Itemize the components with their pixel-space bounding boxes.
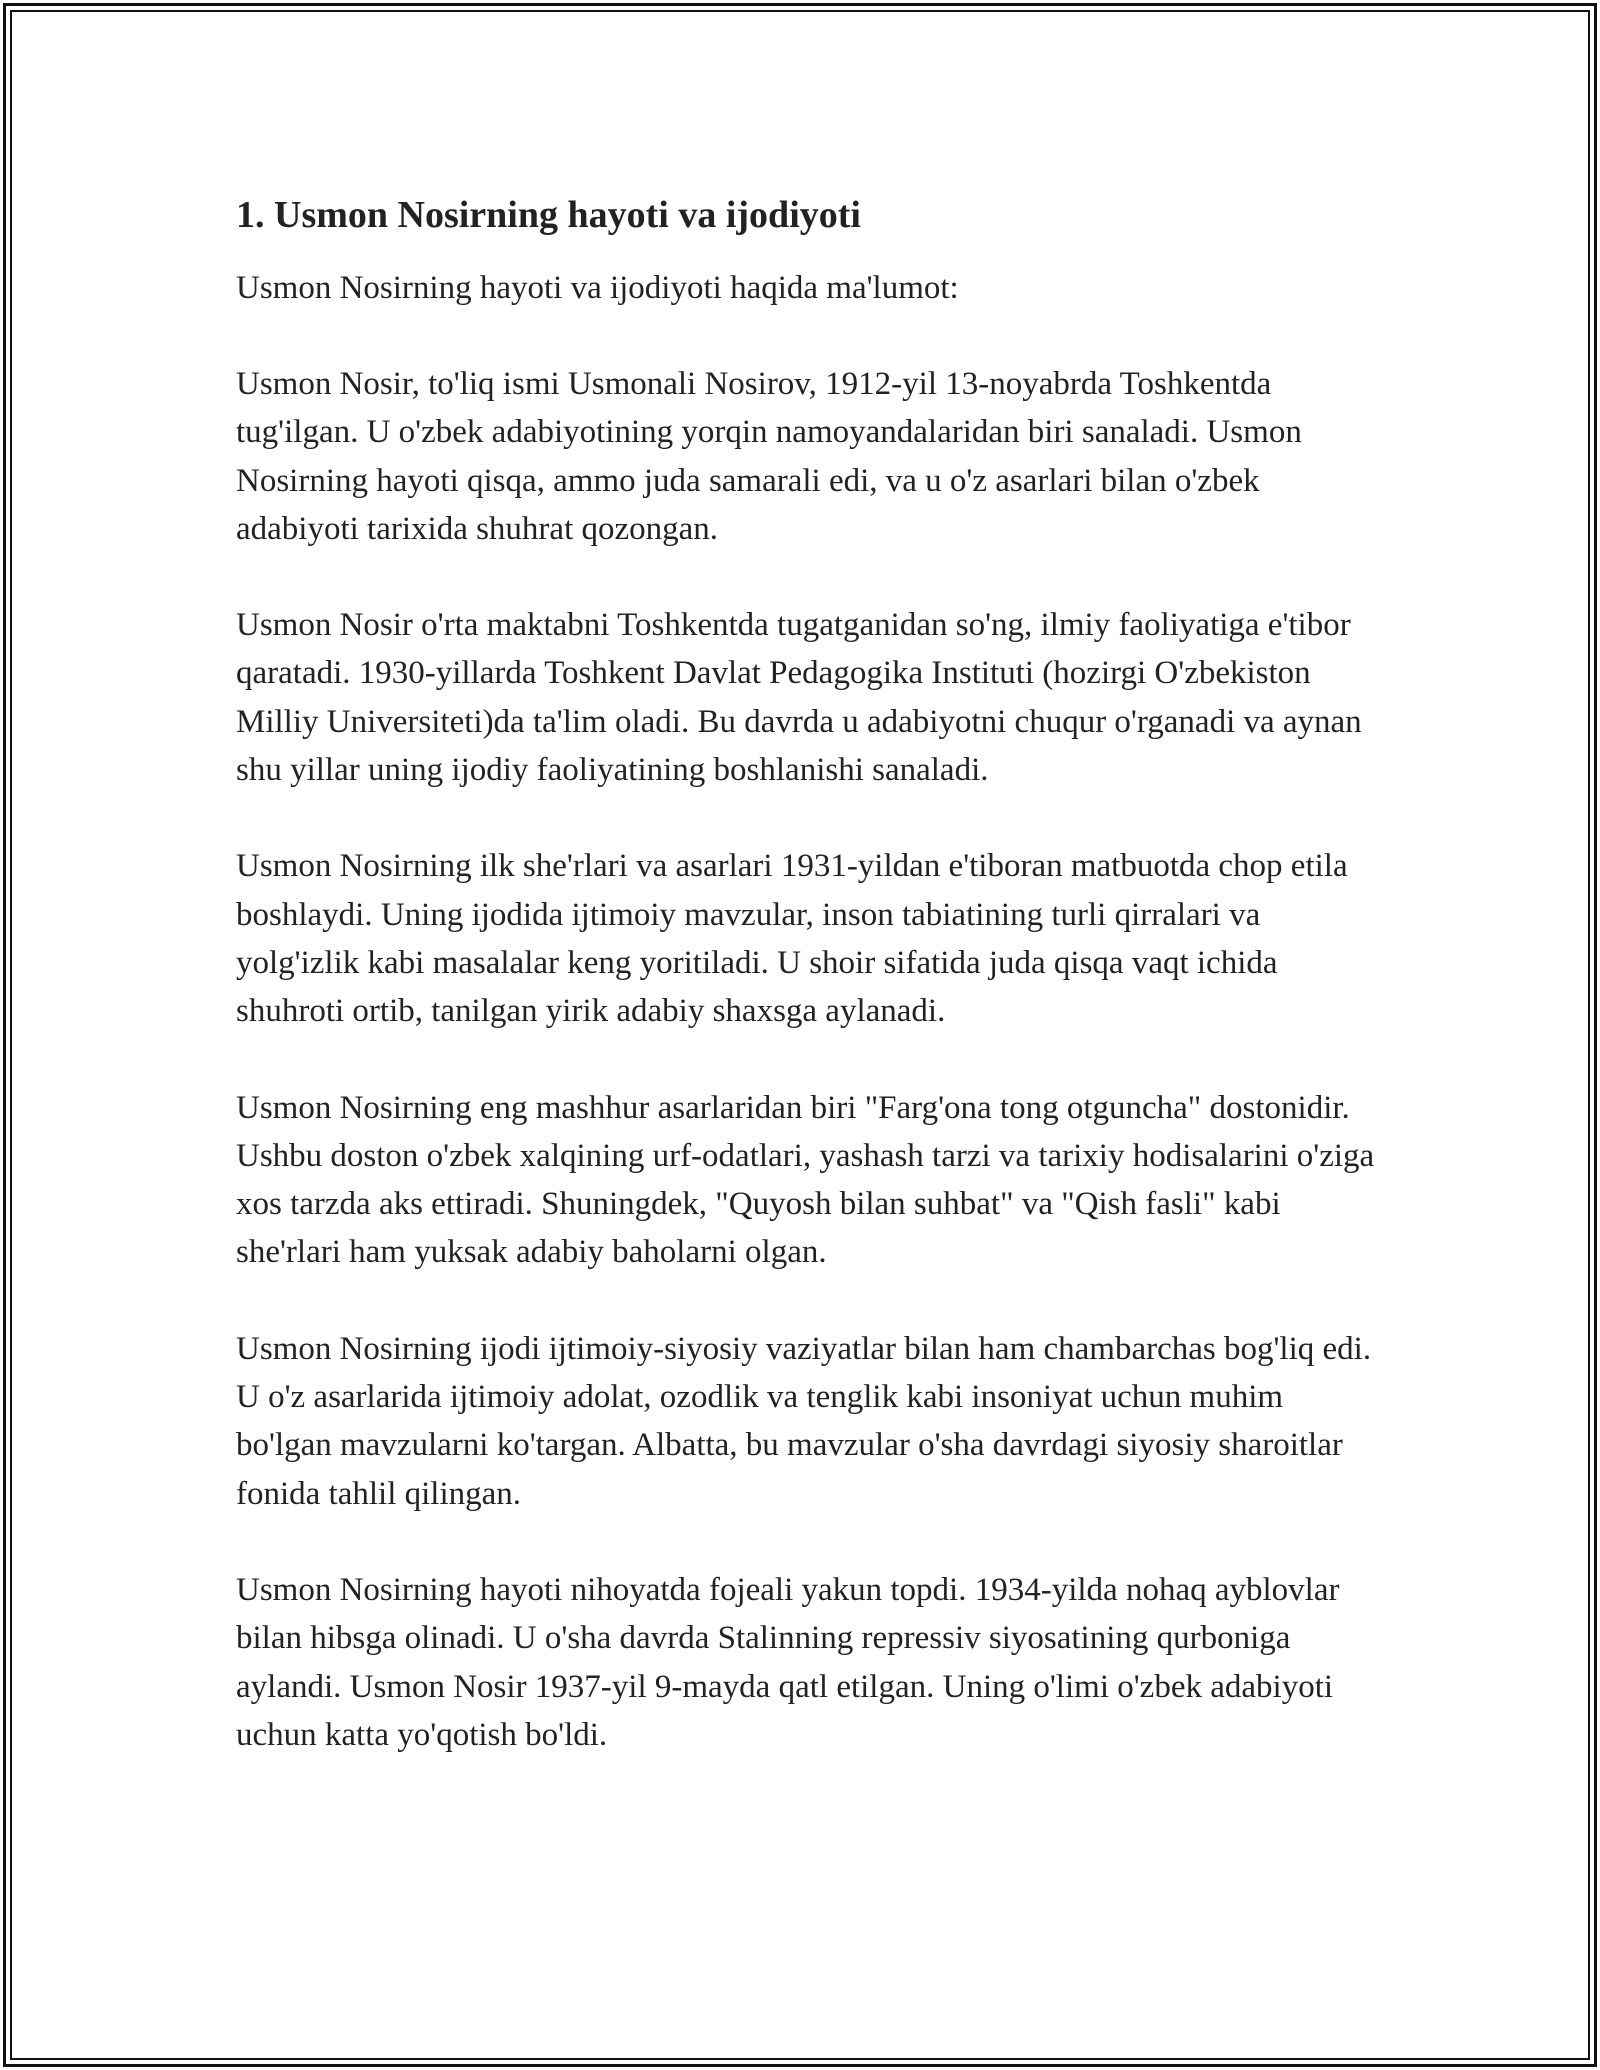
paragraph-themes: Usmon Nosirning ijodi ijtimoiy-siyosiy vaziyatlar bilan ham chambarchas bog'liq edi. U o'z asarlarida ijtimoiy adolat, ozodlik va tenglik kabi insoniyat uchun muhim bo'lgan mavzularni ko'targan. Albatta, bu mavzular o'sha davrdagi siyosiy sharoitlar fonida tahlil qilingan. bbox=[236, 1330, 1372, 1512]
paragraph-famous-works: Usmon Nosirning eng mashhur asarlaridan biri "Farg'ona tong otguncha" dostonidir. Ushbu doston o'zbek xalqining urf-odatlari, yashash tarzi va tarixiy hodisalarini o'ziga xos tarzda aks ettiradi. Shuningdek, "Quyosh bilan suhbat" va "Qish fasli" kabi she'rlari ham yuksak adabiy baholarni olgan. bbox=[236, 1089, 1375, 1271]
intro-paragraph: Usmon Nosirning hayoti va ijodiyoti haqida ma'lumot: bbox=[236, 270, 959, 306]
paragraph-education: Usmon Nosir o'rta maktabni Toshkentda tugatganidan so'ng, ilmiy faoliyatiga e'tibor qaratadi. 1930-yillarda Toshkent Davlat Pedagogika Instituti (hozirgi O'zbekiston Milliy Universiteti)da ta'lim oladi. Bu davrda u adabiyotni chuqur o'rganadi va aynan shu yillar uning ijodiy faoliyatining boshlanishi sanaladi. bbox=[236, 607, 1362, 789]
document-title: 1. Usmon Nosirning hayoti va ijodiyoti bbox=[236, 194, 861, 236]
paragraph-early-works: Usmon Nosirning ilk she'rlari va asarlari 1931-yildan e'tiboran matbuotda chop etila boshlaydi. Uning ijodida ijtimoiy mavzular, inson tabiatining turli qirralari va yolg'izlik kabi masalalar keng yoritiladi. U shoir sifatida juda qisqa vaqt ichida shuhroti ortib, tanilgan yirik adabiy shaxsga aylanadi. bbox=[236, 848, 1348, 1030]
document-body bbox=[236, 190, 1376, 1807]
paragraph-death: Usmon Nosirning hayoti nihoyatda fojeali yakun topdi. 1934-yilda nohaq ayblovlar bilan hibsga olinadi. U o'sha davrda Stalinning repressiv siyosatining qurboniga aylandi. Usmon Nosir 1937-yil 9-mayda qatl etilgan. Uning o'limi o'zbek adabiyoti uchun katta yo'qotish bo'ldi. bbox=[236, 1571, 1340, 1753]
paragraph-birth: Usmon Nosir, to'liq ismi Usmonali Nosirov, 1912-yil 13-noyabrda Toshkentda tug'ilgan. U o'zbek adabiyotining yorqin namoyandalaridan biri sanaladi. Usmon Nosirning hayoti qisqa, ammo juda samarali edi, va u o'z asarlari bilan o'zbek adabiyoti tarixida shuhrat qozongan. bbox=[236, 366, 1302, 547]
